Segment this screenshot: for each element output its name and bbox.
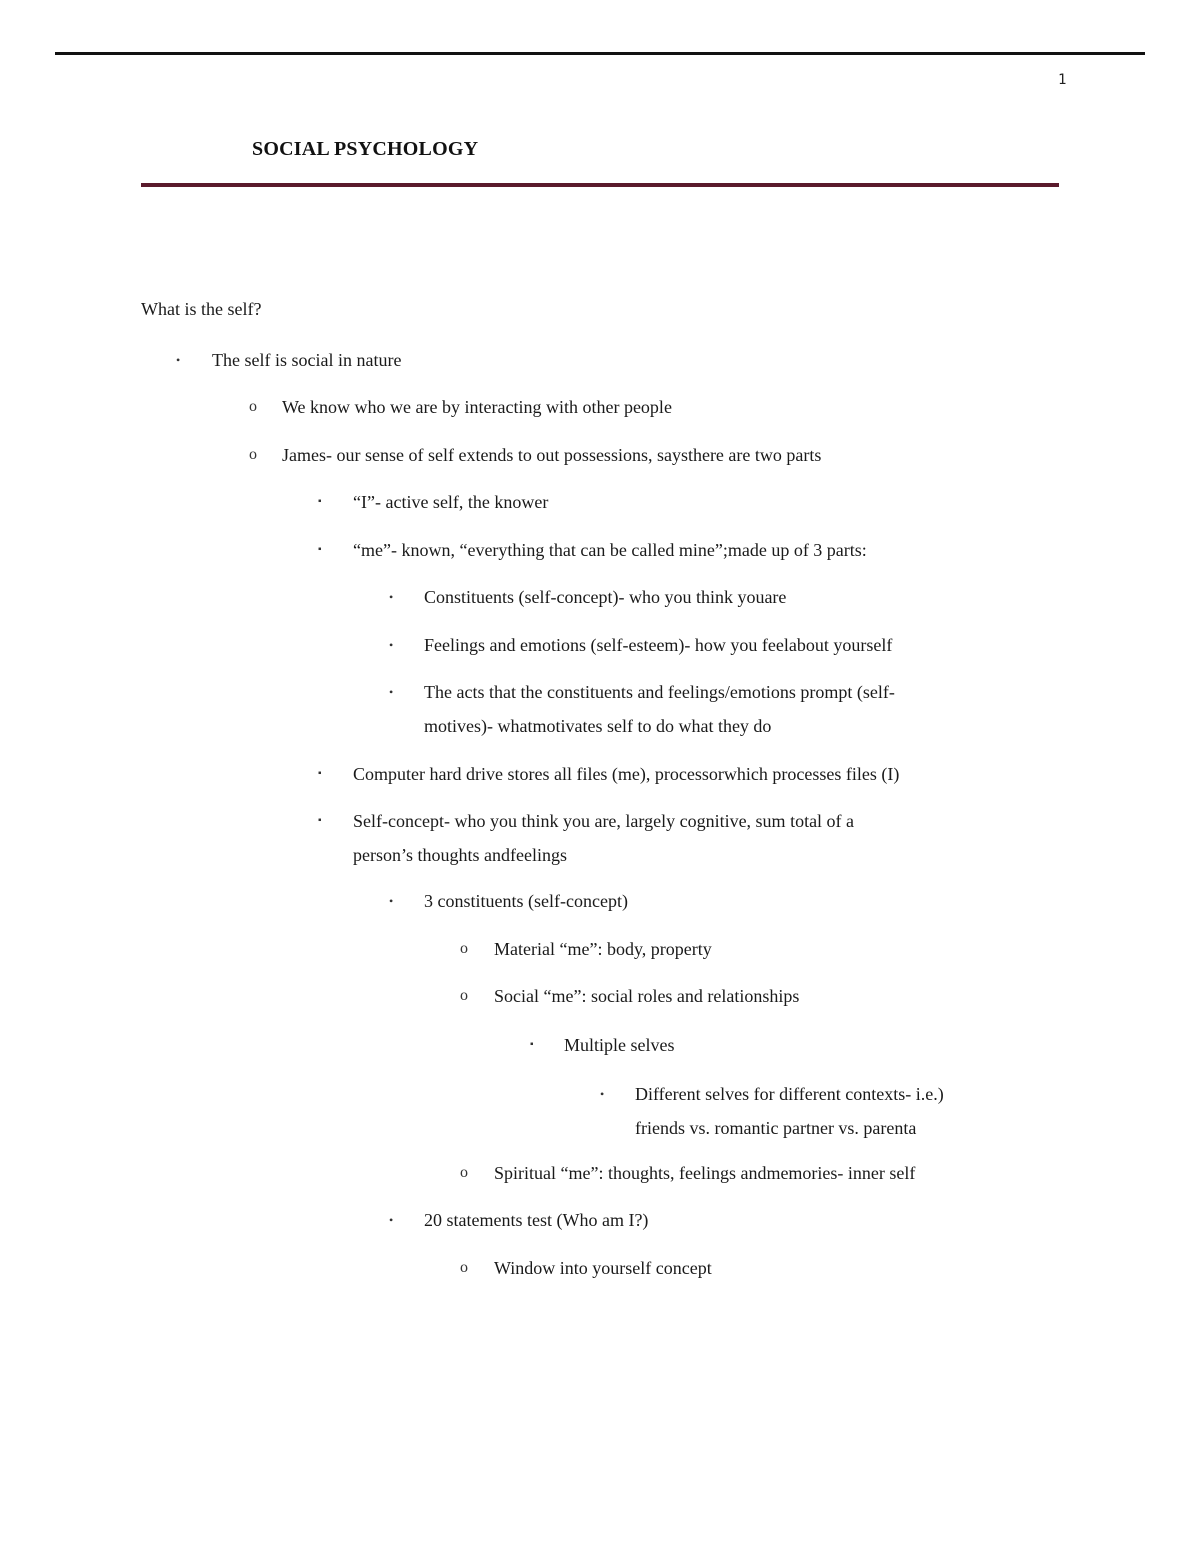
circle-marker: o [249,446,257,463]
list-item: Spiritual “me”: thoughts, feelings andmemories- inner self [494,1163,916,1183]
document-title: SOCIAL PSYCHOLOGY [252,138,479,160]
square-marker: ▪ [318,815,322,826]
bullet-marker: • [389,638,394,652]
bullet-marker: • [389,590,394,604]
list-item: Feelings and emotions (self-esteem)- how you feelabout yourself [424,635,893,655]
title-underline [141,183,1059,187]
list-item: James- our sense of self extends to out possessions, saysthere are two parts [282,445,822,465]
list-item: Material “me”: body, property [494,939,712,959]
circle-marker: o [460,1259,468,1276]
list-item: “me”- known, “everything that can be called mine”;made up of 3 parts: [353,540,867,560]
bullet-marker: • [389,1213,394,1227]
section-question: What is the self? [141,299,262,319]
list-item-continuation: motives)- whatmotivates self to do what they do [424,716,772,736]
square-marker: ▪ [318,768,322,779]
header-rule [55,52,1145,55]
list-item: “I”- active self, the knower [353,492,549,512]
list-item: Multiple selves [564,1035,675,1055]
bullet-marker: • [389,894,394,908]
list-item: The acts that the constituents and feelings/emotions prompt (self- [424,682,895,702]
circle-marker: o [249,398,257,415]
list-item: We know who we are by interacting with other people [282,397,672,417]
page-number: 1 [1058,72,1067,88]
list-item: Constituents (self-concept)- who you think youare [424,587,787,607]
square-marker: ▪ [318,544,322,555]
list-item-continuation: person’s thoughts andfeelings [353,845,567,865]
list-item-continuation: friends vs. romantic partner vs. parenta [635,1118,917,1138]
circle-marker: o [460,987,468,1004]
list-item: Self-concept- who you think you are, largely cognitive, sum total of a [353,811,855,831]
list-item: Social “me”: social roles and relationships [494,986,800,1006]
bullet-marker: • [389,685,394,699]
square-marker: ▪ [530,1039,534,1050]
list-item: 20 statements test (Who am I?) [424,1210,649,1230]
list-item: 3 constituents (self-concept) [424,891,628,911]
bullet-marker: • [176,353,181,367]
list-item: The self is social in nature [212,350,402,370]
circle-marker: o [460,940,468,957]
circle-marker: o [460,1164,468,1181]
list-item: Different selves for different contexts- i.e.) [635,1084,944,1104]
square-marker: ▪ [318,496,322,507]
list-item: Window into yourself concept [494,1258,712,1278]
list-item: Computer hard drive stores all files (me), processorwhich processes files (I) [353,764,900,784]
bullet-marker: • [600,1087,605,1101]
